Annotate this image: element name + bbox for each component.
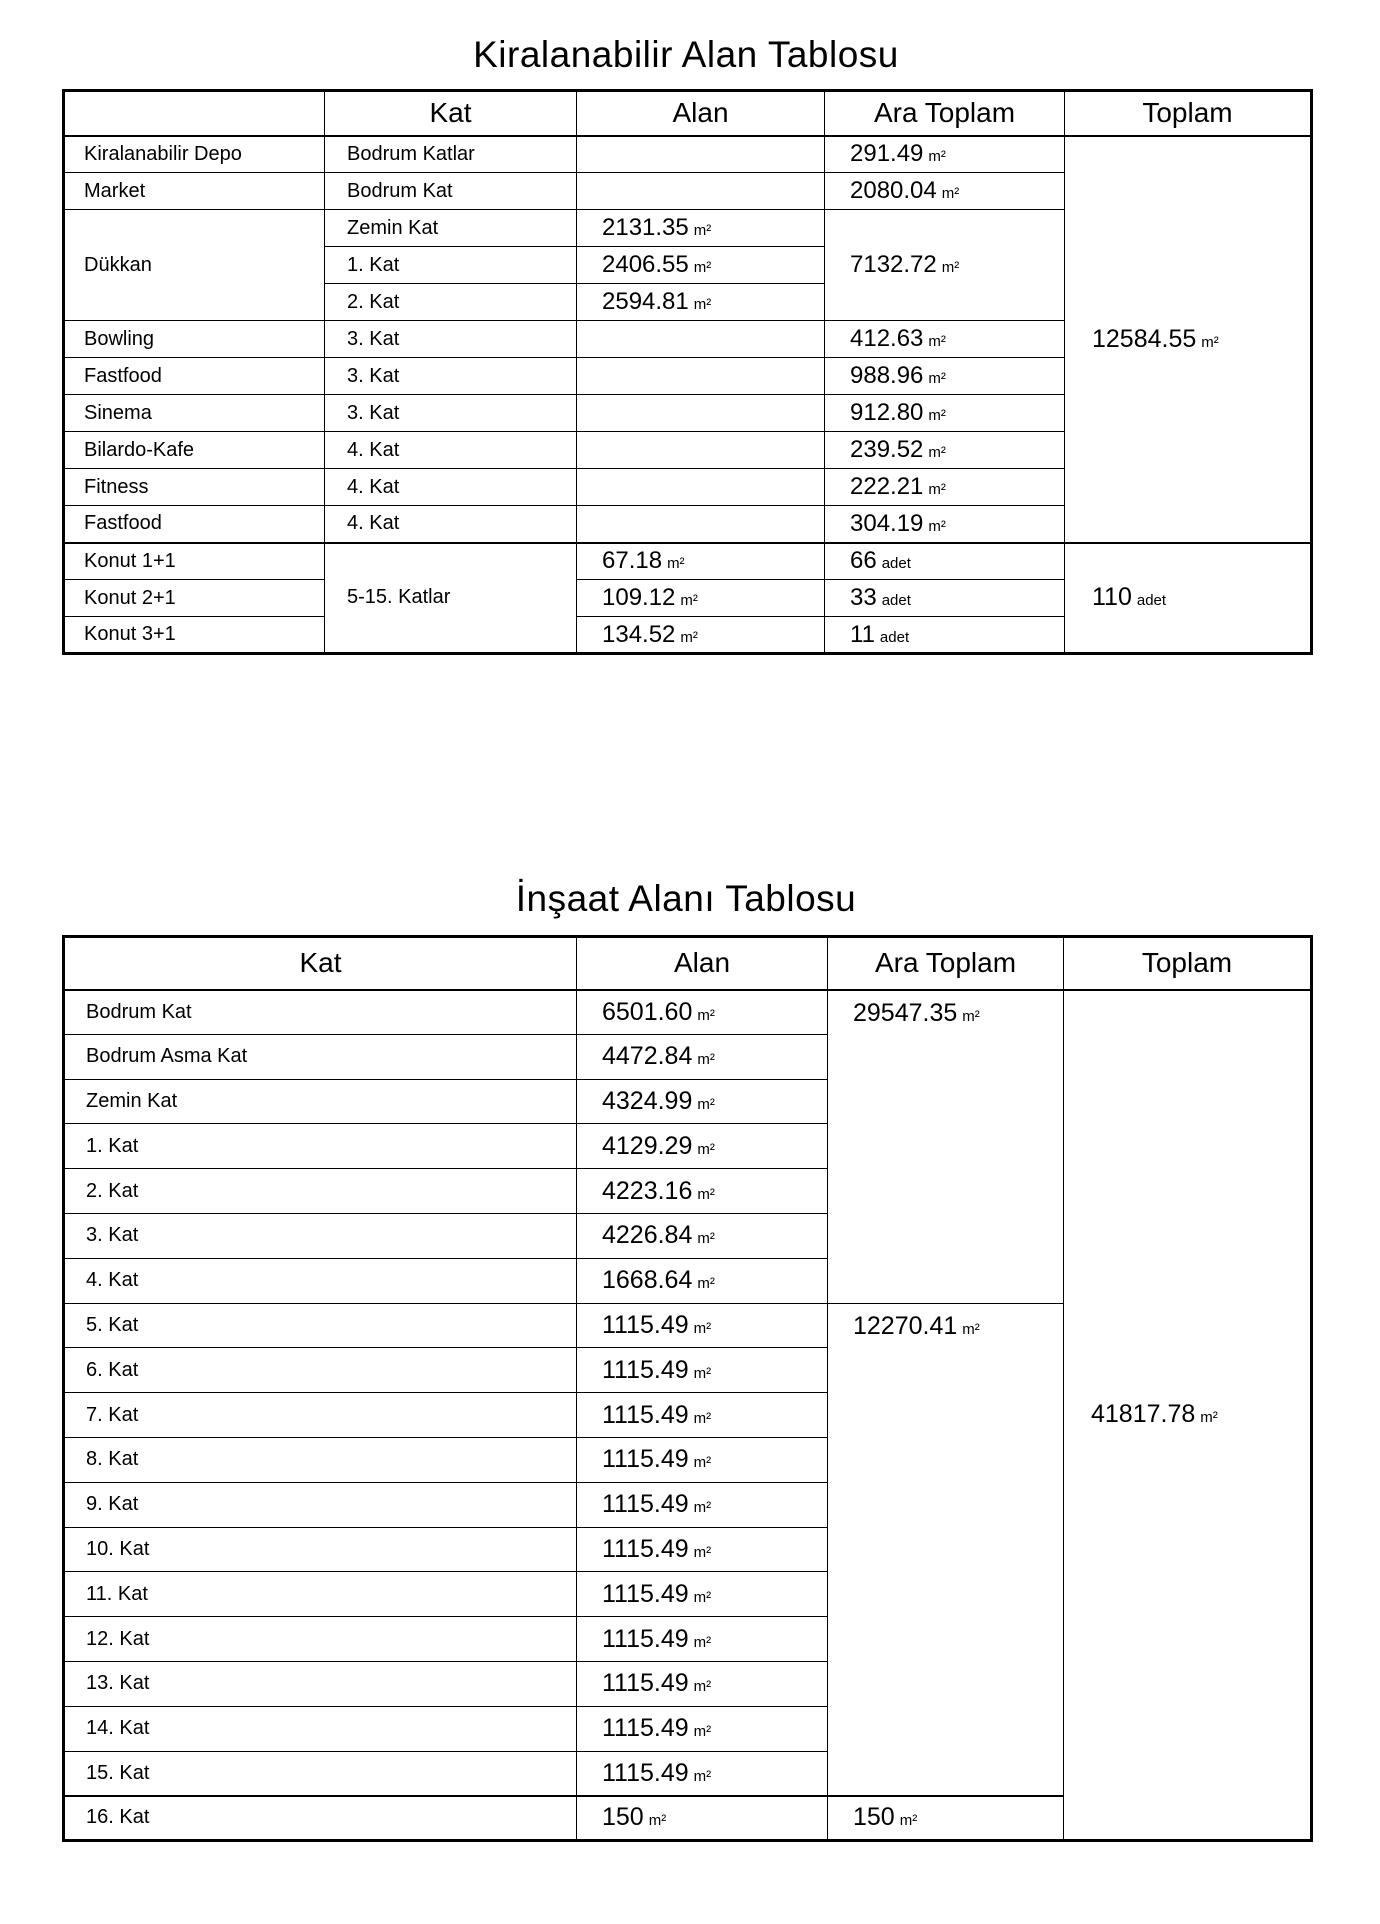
construction-area-table-title: İnşaat Alanı Tablosu [515, 878, 857, 919]
area-value: 2080.04 [850, 177, 937, 204]
unit-label: m² [693, 1364, 712, 1382]
table-row [64, 543, 1312, 580]
cell-alan [577, 1437, 828, 1482]
cell-alan [577, 617, 825, 654]
area-value: 150 [853, 1803, 895, 1832]
construction-area-table [62, 935, 1313, 1842]
cell-alan [577, 1617, 828, 1662]
area-value: 912.80 [850, 399, 924, 426]
cell-alan [577, 247, 825, 284]
unit-label: m² [962, 1007, 980, 1025]
area-value: 2406.55 [602, 251, 689, 278]
cell-name: Konut 1+1 [64, 543, 325, 580]
header-toplam: Toplam [1065, 91, 1312, 136]
unit-label: m² [697, 1230, 715, 1248]
unit-label: adet [879, 628, 910, 646]
cell-alan-empty [577, 321, 825, 358]
area-value: 2131.35 [602, 214, 689, 241]
area-value: 41817.78 [1091, 1400, 1196, 1429]
area-value: 1115.49 [602, 1445, 689, 1474]
unit-label: m² [648, 1812, 667, 1830]
cell-ara-toplam [825, 173, 1065, 210]
cell-alan [577, 1124, 828, 1169]
cell-ara-toplam [825, 432, 1065, 469]
cell-alan-empty [577, 173, 825, 210]
unit-label: m² [667, 555, 685, 573]
cell-name: Sinema [64, 395, 325, 432]
area-value: 1115.49 [602, 1714, 689, 1743]
unit-label: m² [899, 1812, 918, 1830]
cell-kat: 11. Kat [64, 1572, 577, 1617]
unit-label: m² [693, 1543, 712, 1561]
unit-label: m² [693, 1723, 712, 1741]
area-value: 12584.55 [1092, 324, 1197, 353]
cell-ara-toplam [825, 136, 1065, 173]
unit-label: m² [928, 517, 946, 535]
header-row [64, 937, 1312, 990]
cell-kat: 3. Kat [325, 358, 577, 395]
cell-ara-toplam [825, 469, 1065, 506]
unit-label: m² [962, 1320, 980, 1338]
cell-kat: 5. Kat [64, 1303, 577, 1348]
cell-kat: Bodrum Asma Kat [64, 1034, 577, 1079]
unit-label: m² [693, 1767, 712, 1785]
cell-kat: Zemin Kat [325, 210, 577, 247]
area-value: 4129.29 [602, 1131, 693, 1160]
cell-toplam-area [1065, 136, 1312, 543]
unit-label: m² [928, 333, 946, 350]
rentable-area-table-title: Kiralanabilir Alan Tablosu [473, 34, 899, 75]
cell-ara-toplam [825, 580, 1065, 617]
cell-kat: 15. Kat [64, 1751, 577, 1796]
cell-alan [577, 1258, 828, 1303]
cell-name: Bowling [64, 321, 325, 358]
cell-kat: 3. Kat [325, 395, 577, 432]
unit-label: m² [697, 1095, 715, 1113]
cell-kat: 5-15. Katlar [325, 543, 577, 654]
unit-label: m² [928, 481, 946, 498]
area-value: 7132.72 [850, 251, 937, 278]
area-value: 988.96 [850, 362, 924, 389]
area-value: 12270.41 [853, 1311, 958, 1340]
cell-kat: 7. Kat [64, 1393, 577, 1438]
count-value: 33 [850, 584, 877, 611]
cell-ara-toplam [825, 617, 1065, 654]
cell-ara-toplam [828, 1303, 1064, 1796]
unit-label: m² [1201, 333, 1219, 351]
cell-alan [577, 1796, 828, 1841]
cell-toplam-area [1064, 990, 1312, 1841]
cell-kat: 16. Kat [64, 1796, 577, 1841]
header-alan: Alan [577, 937, 828, 990]
area-value: 291.49 [850, 140, 924, 168]
area-value: 1115.49 [602, 1669, 689, 1698]
cell-alan [577, 210, 825, 247]
cell-name: Bilardo-Kafe [64, 432, 325, 469]
unit-label: m² [693, 1499, 712, 1517]
area-value: 150 [602, 1803, 644, 1832]
area-value: 304.19 [850, 509, 924, 537]
cell-name: Konut 2+1 [64, 580, 325, 617]
cell-kat: 4. Kat [325, 469, 577, 506]
cell-kat: Bodrum Kat [64, 990, 577, 1035]
cell-kat: 3. Kat [325, 321, 577, 358]
cell-kat: 12. Kat [64, 1617, 577, 1662]
unit-label: m² [697, 1185, 715, 1203]
sheet [62, 0, 1310, 1842]
area-value: 239.52 [850, 436, 924, 463]
unit-label: m² [693, 296, 712, 313]
cell-alan [577, 1706, 828, 1751]
cell-toplam-units [1065, 543, 1312, 654]
area-value: 4324.99 [602, 1086, 693, 1115]
area-value: 4223.16 [602, 1176, 693, 1205]
cell-alan [577, 580, 825, 617]
area-value: 1115.49 [602, 1758, 689, 1787]
header-kat: Kat [64, 937, 577, 990]
count-value: 110 [1092, 583, 1132, 612]
unit-label: m² [697, 1006, 715, 1024]
cell-name: Market [64, 173, 325, 210]
count-value: 11 [850, 620, 875, 648]
area-value: 1115.49 [602, 1310, 689, 1339]
header-alan: Alan [577, 91, 825, 136]
area-value: 6501.60 [602, 997, 693, 1026]
area-value: 1115.49 [602, 1490, 689, 1519]
cell-kat: 4. Kat [325, 432, 577, 469]
unit-label: m² [928, 370, 946, 387]
cell-ara-toplam [825, 358, 1065, 395]
unit-label: m² [680, 592, 698, 609]
area-value: 4226.84 [602, 1221, 693, 1250]
cell-kat: 2. Kat [64, 1169, 577, 1214]
area-value: 4472.84 [602, 1042, 693, 1071]
cell-alan [577, 1482, 828, 1527]
area-value: 29547.35 [853, 998, 958, 1027]
cell-kat: 10. Kat [64, 1527, 577, 1572]
table-row [64, 136, 1312, 173]
cell-kat: 14. Kat [64, 1706, 577, 1751]
cell-name: Kiralanabilir Depo [64, 136, 325, 173]
header-toplam: Toplam [1064, 937, 1312, 990]
unit-label: m² [1200, 1409, 1218, 1427]
cell-alan [577, 1213, 828, 1258]
header-kat: Kat [325, 91, 577, 136]
area-value: 1115.49 [602, 1624, 689, 1653]
cell-alan [577, 284, 825, 321]
unit-label: m² [680, 628, 698, 646]
cell-alan-empty [577, 432, 825, 469]
count-value: 66 [850, 547, 877, 575]
area-value: 134.52 [602, 620, 676, 648]
rentable-area-table [62, 89, 1313, 655]
cell-ara-toplam [825, 543, 1065, 580]
table-row [64, 990, 1312, 1035]
unit-label: m² [697, 1140, 715, 1158]
unit-label: m² [941, 185, 960, 202]
cell-alan-empty [577, 506, 825, 543]
cell-kat: 9. Kat [64, 1482, 577, 1527]
area-value: 109.12 [602, 584, 676, 611]
area-value: 67.18 [602, 547, 663, 575]
area-value: 412.63 [850, 325, 924, 352]
cell-ara-toplam [825, 210, 1065, 321]
cell-name: Konut 3+1 [64, 617, 325, 654]
cell-alan [577, 1079, 828, 1124]
cell-name: Fastfood [64, 358, 325, 395]
unit-label: m² [928, 407, 946, 424]
unit-label: m² [693, 1454, 712, 1472]
cell-kat: 3. Kat [64, 1213, 577, 1258]
cell-kat: 13. Kat [64, 1661, 577, 1706]
area-value: 222.21 [850, 473, 924, 500]
cell-alan [577, 1661, 828, 1706]
unit-label: m² [928, 444, 946, 461]
header-row [64, 91, 1312, 136]
unit-label: m² [693, 222, 712, 239]
cell-alan [577, 1169, 828, 1214]
area-value: 1115.49 [602, 1355, 689, 1384]
unit-label: m² [693, 259, 712, 276]
cell-alan [577, 1393, 828, 1438]
unit-label: m² [693, 1678, 712, 1696]
cell-ara-toplam [828, 1796, 1064, 1841]
area-value: 1115.49 [602, 1579, 689, 1608]
header-ara-toplam: Ara Toplam [828, 937, 1064, 990]
cell-ara-toplam [825, 321, 1065, 358]
cell-name: Fitness [64, 469, 325, 506]
cell-kat: 4. Kat [325, 506, 577, 543]
cell-kat: 8. Kat [64, 1437, 577, 1482]
cell-name: Dükkan [64, 210, 325, 321]
cell-alan [577, 1348, 828, 1393]
header-ara-toplam: Ara Toplam [825, 91, 1065, 136]
cell-alan [577, 1572, 828, 1617]
unit-label: m² [693, 1319, 712, 1337]
cell-alan-empty [577, 395, 825, 432]
cell-alan-empty [577, 358, 825, 395]
unit-label: m² [693, 1409, 712, 1427]
area-value: 1115.49 [602, 1534, 689, 1563]
cell-alan-empty [577, 469, 825, 506]
cell-alan-empty [577, 136, 825, 173]
unit-label: m² [693, 1633, 712, 1651]
cell-alan [577, 1303, 828, 1348]
cell-alan [577, 543, 825, 580]
cell-kat: 6. Kat [64, 1348, 577, 1393]
unit-label: adet [881, 592, 911, 609]
cell-ara-toplam [828, 990, 1064, 1304]
cell-kat: Zemin Kat [64, 1079, 577, 1124]
area-value: 2594.81 [602, 288, 689, 315]
cell-alan [577, 1034, 828, 1079]
area-value: 1668.64 [602, 1266, 693, 1295]
cell-kat: 2. Kat [325, 284, 577, 321]
unit-label: adet [881, 555, 911, 573]
cell-alan [577, 990, 828, 1035]
cell-alan [577, 1527, 828, 1572]
cell-ara-toplam [825, 395, 1065, 432]
cell-kat: 1. Kat [325, 247, 577, 284]
unit-label: m² [941, 259, 960, 276]
area-value: 1115.49 [602, 1400, 689, 1429]
cell-kat: 1. Kat [64, 1124, 577, 1169]
unit-label: m² [693, 1588, 712, 1606]
unit-label: adet [1136, 592, 1167, 610]
unit-label: m² [928, 148, 946, 166]
cell-kat: 4. Kat [64, 1258, 577, 1303]
cell-name: Fastfood [64, 506, 325, 543]
unit-label: m² [697, 1275, 715, 1293]
header-empty [64, 91, 325, 136]
unit-label: m² [697, 1051, 715, 1069]
cell-ara-toplam [825, 506, 1065, 543]
cell-alan [577, 1751, 828, 1796]
cell-kat: Bodrum Katlar [325, 136, 577, 173]
cell-kat: Bodrum Kat [325, 173, 577, 210]
